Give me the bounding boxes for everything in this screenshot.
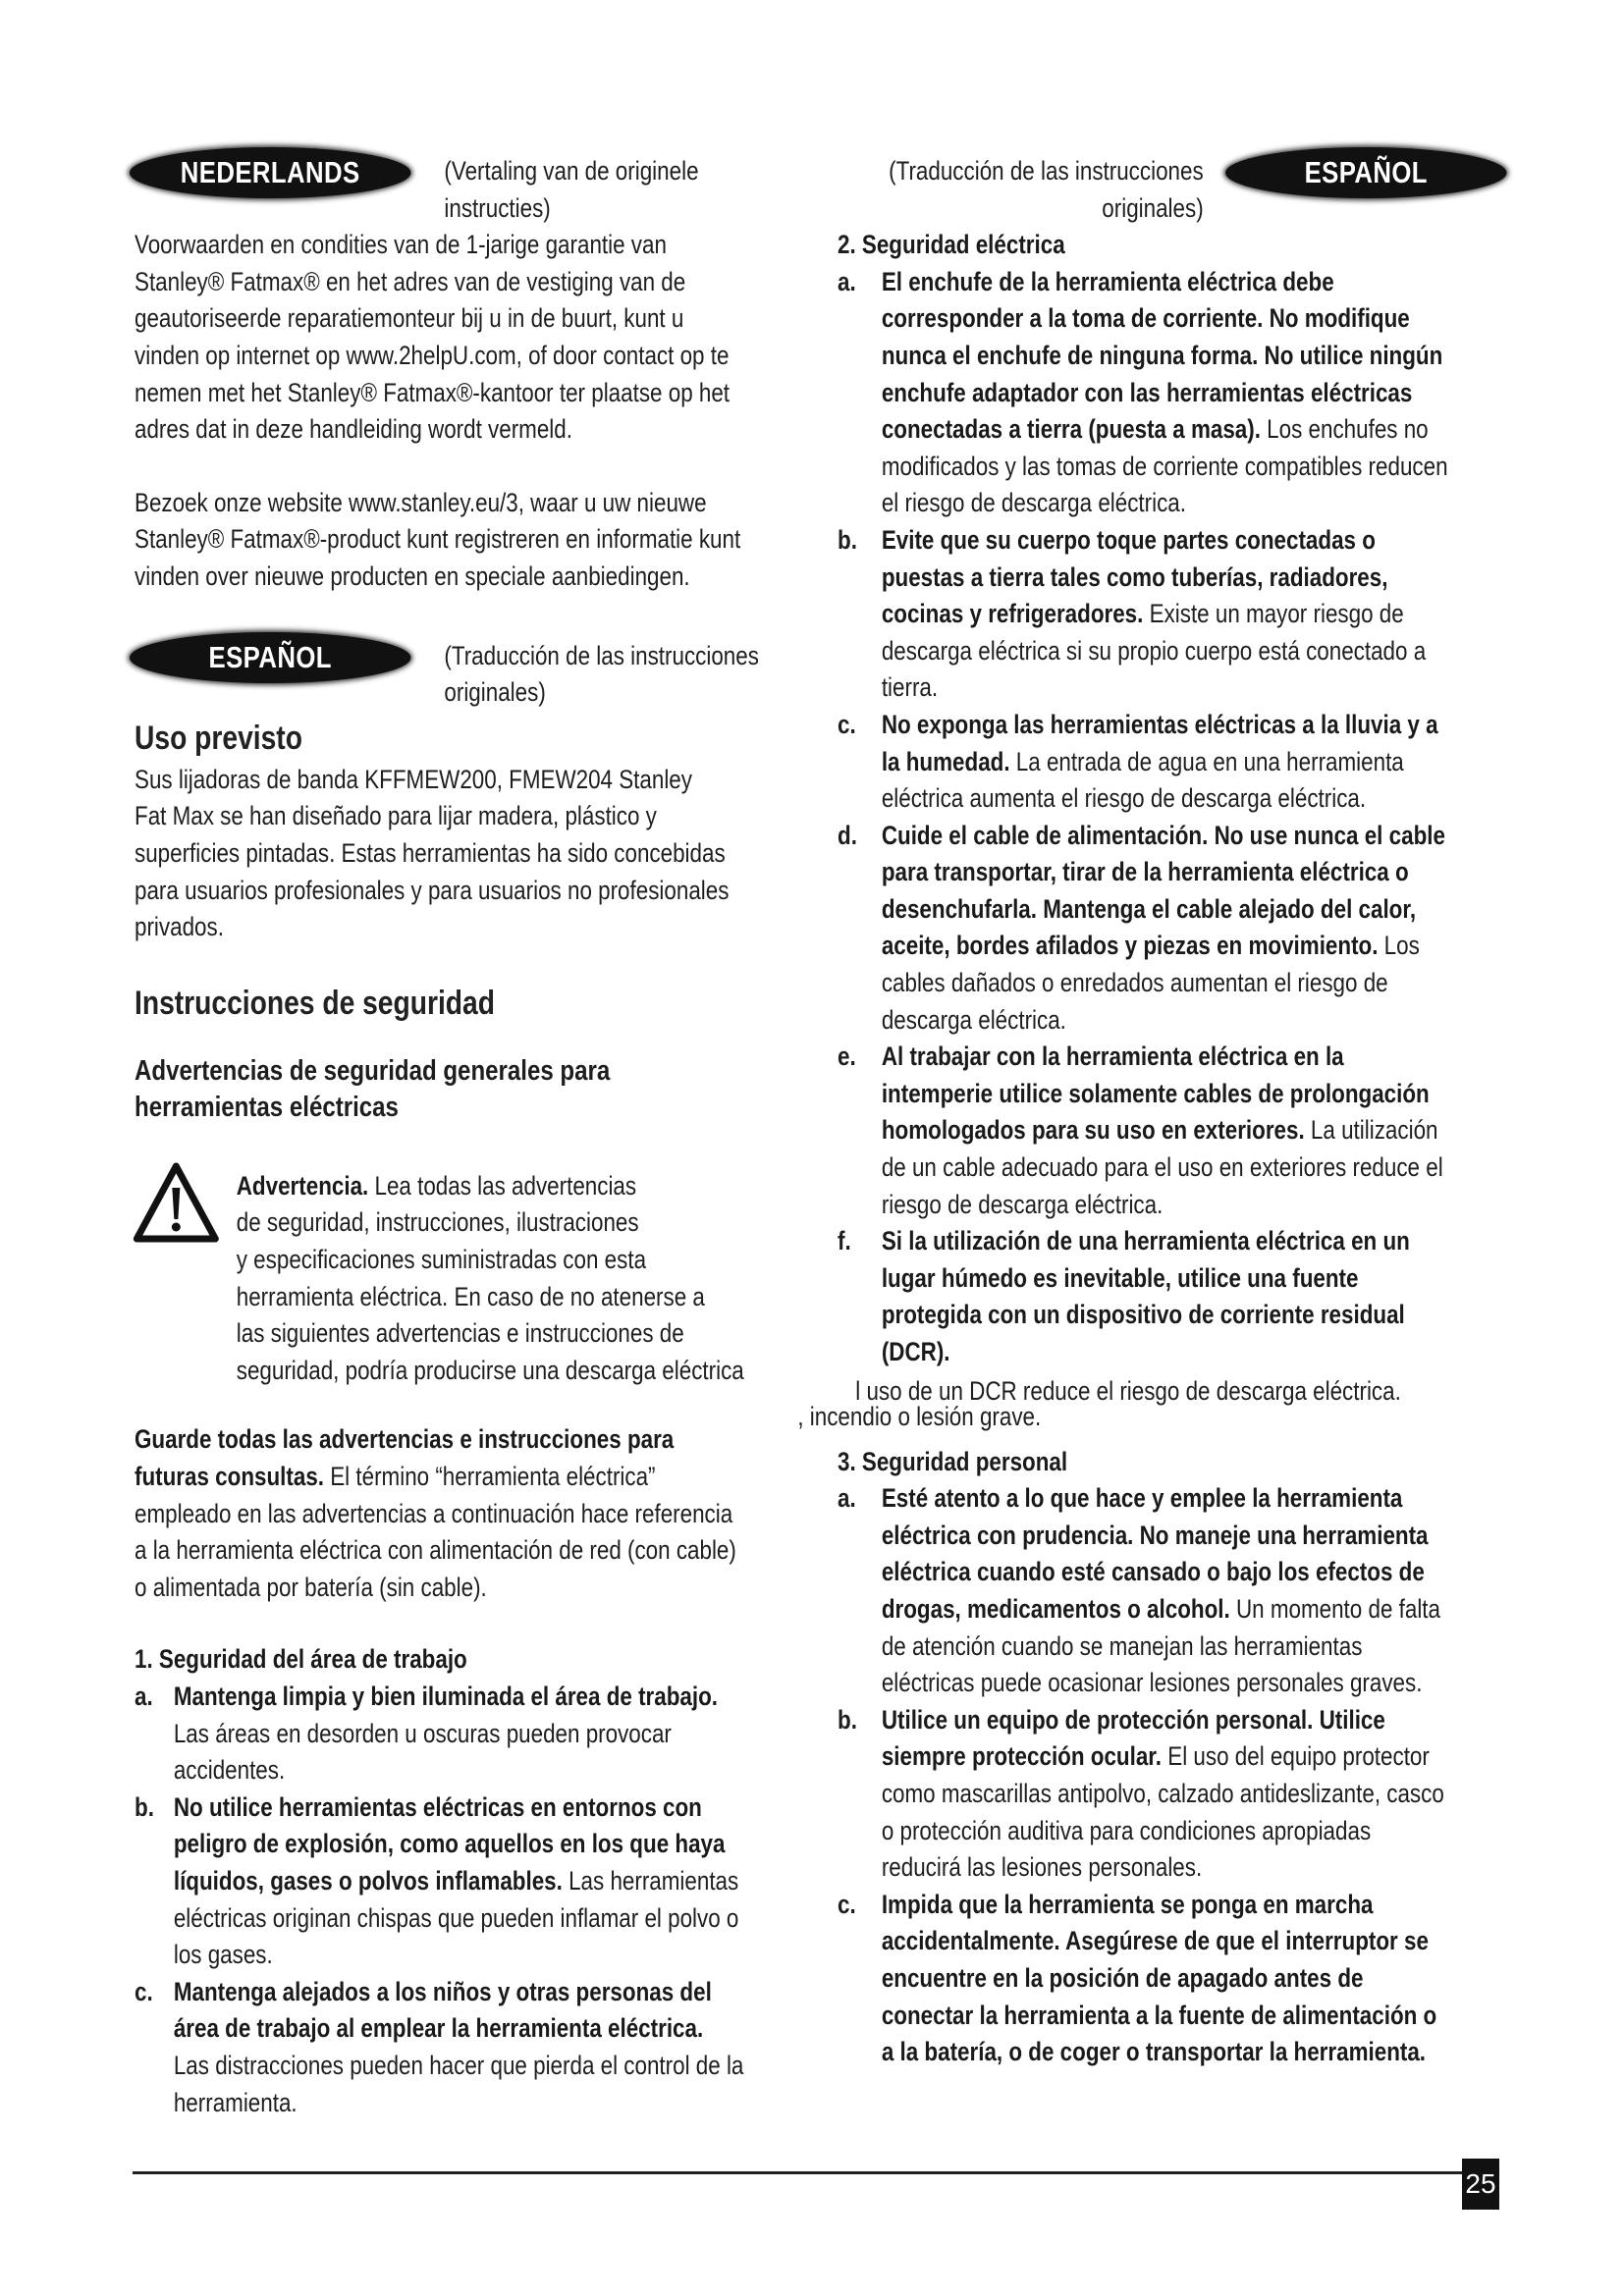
text-line — [135, 411, 803, 449]
text-line — [135, 375, 803, 412]
text-line — [838, 1297, 1506, 1334]
list-item — [838, 264, 1506, 522]
text-line — [838, 227, 1506, 264]
warning-triangle-icon — [133, 1160, 219, 1247]
list-marker: a. — [838, 266, 856, 296]
text-span: eléctricas originan chispas que pueden inflamar el polvo o — [173, 1902, 739, 1933]
bold-text: lugar húmedo es inevitable, utilice una fuente — [881, 1262, 1359, 1293]
text-line — [838, 1738, 1506, 1776]
list-marker: b. — [838, 524, 857, 555]
bold-text: encuentre en la posición de apagado antes de — [881, 1962, 1364, 1993]
text-span: Bezoek onze website www.stanley.eu/3, waar u uw nieuwe — [135, 487, 707, 517]
text-span: , incendio o lesión grave. — [797, 1401, 1042, 1431]
text-span: accidentes. — [173, 1755, 286, 1786]
text-line — [838, 633, 1506, 670]
text-span: El uso del equipo protector — [1162, 1741, 1430, 1772]
list-marker: e. — [838, 1041, 856, 1072]
text-line — [838, 560, 1506, 597]
text-line — [838, 596, 1506, 633]
text-span: modificados y las tomas de corriente compatibles reducen — [881, 451, 1448, 481]
text-span: Sus lijadoras de banda KFFMEW200, FMEW204 Stanley — [135, 764, 692, 794]
text-line — [237, 1168, 803, 1205]
bold-text: enchufe adaptador con las herramientas eléctricas — [881, 377, 1413, 407]
text-line — [135, 1421, 803, 1459]
list-item — [838, 1887, 1506, 2071]
text-span: Las herramientas — [562, 1865, 739, 1896]
list-marker: d. — [838, 820, 857, 850]
bold-text: eléctrica cuando esté cansado o bajo los efectos de — [881, 1557, 1425, 1587]
text-span: herramienta eléctrica. En caso de no atenerse a — [236, 1281, 705, 1311]
text-span: Las áreas en desorden u oscuras pueden provocar — [173, 1718, 672, 1748]
text-span: eléctricas puede ocasionar lesiones personales graves. — [881, 1668, 1423, 1698]
list-marker: c. — [838, 1889, 856, 1919]
list-item — [838, 707, 1506, 818]
text-line — [135, 1752, 803, 1789]
numbered-section — [135, 1641, 803, 1679]
text-span: superficies pintadas. Estas herramientas ha sido concebidas — [135, 837, 726, 868]
text-line — [838, 780, 1506, 818]
bold-text: siempre protección ocular. — [881, 1741, 1163, 1772]
text-span: descarga eléctrica si su propio cuerpo está conectado a — [881, 635, 1427, 666]
list-item — [838, 1039, 1506, 1223]
list-marker: 1. — [135, 1644, 153, 1675]
text-line — [838, 338, 1506, 375]
text-line — [838, 1187, 1506, 1224]
bold-text: No exponga las herramientas eléctricas a la lluvia y a — [881, 709, 1438, 739]
text-line — [838, 891, 1506, 929]
list-item — [135, 1789, 803, 1974]
text-line — [797, 1401, 1505, 1431]
bold-text: Advertencia. — [236, 1170, 369, 1201]
text-span: el riesgo de descarga eléctrica. — [881, 488, 1186, 518]
text-span: herramienta. — [173, 2087, 298, 2117]
text-line — [838, 1002, 1506, 1040]
text-span: descarga eléctrica. — [881, 1004, 1066, 1035]
text-line — [838, 449, 1506, 486]
text-span: Fat Max se han diseñado para lijar madera, plástico y — [135, 801, 657, 831]
text-span: La entrada de agua en una herramienta — [1009, 746, 1404, 776]
text-span: tierra. — [881, 672, 939, 703]
bold-text: No utilice herramientas eléctricas en entornos con — [173, 1791, 702, 1822]
bold-text: Cuide el cable de alimentación. No use nunca el cable — [881, 820, 1445, 850]
text-line — [135, 1900, 803, 1938]
text-span: l uso de un DCR reduce el riesgo de descarga eléctrica. — [855, 1375, 1401, 1406]
text-line — [838, 1260, 1506, 1298]
list-marker: 3. — [838, 1446, 856, 1476]
bold-text: conectadas a tierra (puesta a masa). — [881, 414, 1261, 445]
warning-block — [135, 1168, 803, 1390]
text-line — [838, 1149, 1506, 1187]
bold-text: eléctrica con prudencia. No maneje una herramienta — [881, 1520, 1429, 1550]
text-line — [838, 1591, 1506, 1629]
text-line — [838, 1480, 1506, 1518]
text-line — [135, 1974, 803, 2011]
bold-text: Impida que la herramienta se ponga en marcha — [881, 1889, 1374, 1919]
language-badge: ESPAÑOL — [130, 632, 410, 683]
language-badge: NEDERLANDS — [130, 147, 410, 198]
text-span: seguridad, podría producirse una descarga eléctrica — [236, 1355, 744, 1385]
text-line: instructies) — [444, 192, 551, 223]
text-line: herramientas eléctricas — [135, 1092, 399, 1124]
text-line — [838, 1849, 1506, 1887]
text-span: privados. — [135, 912, 224, 942]
text-line — [838, 1923, 1506, 1960]
language-header — [135, 638, 803, 712]
text-line — [135, 873, 803, 910]
text-line — [838, 818, 1506, 855]
list-marker: b. — [838, 1704, 857, 1735]
text-line — [135, 1716, 803, 1753]
text-span: Voorwaarden en condities van de 1-jarige garantie van — [135, 230, 667, 260]
bold-text: Al trabajar con la herramienta eléctrica en la — [881, 1041, 1344, 1072]
text-line: Instrucciones de seguridad — [135, 984, 495, 1022]
text-line — [135, 227, 803, 264]
text-span: o alimentada por batería (sin cable). — [135, 1572, 487, 1602]
text-span: geautoriseerde reparatiemonteur bij u in de buurt, kunt u — [135, 303, 684, 334]
text-line — [838, 411, 1506, 449]
text-span: a la herramienta eléctrica con alimentación de red (con cable) — [135, 1535, 736, 1566]
text-span: La utilización — [1304, 1115, 1438, 1146]
text-line: (Traducción de las instrucciones — [444, 640, 759, 670]
section-heading — [135, 983, 803, 1024]
text-span: vinden op internet op www.2helpU.com, of door contact op te — [135, 340, 730, 370]
text-line — [237, 1242, 803, 1279]
text-line — [838, 1629, 1506, 1666]
text-line — [838, 522, 1506, 560]
text-line — [135, 1826, 803, 1863]
page-number: 25 — [1462, 2159, 1499, 2210]
bold-text: aceite, bordes afilados y piezas en movimiento. — [881, 931, 1379, 961]
bold-text: Si la utilización de una herramienta eléctrica en un — [881, 1226, 1410, 1256]
text-span: de seguridad, instrucciones, ilustraciones — [236, 1207, 639, 1238]
text-line — [237, 1204, 803, 1242]
list-item — [838, 818, 1506, 1040]
text-line — [135, 762, 803, 799]
bold-text: Evite que su cuerpo toque partes conectadas o — [881, 524, 1376, 555]
list-item — [838, 1702, 1506, 1887]
list-marker: b. — [135, 1791, 154, 1822]
bold-text: Utilice un equipo de protección personal. Utilice — [881, 1704, 1385, 1735]
text-line — [838, 264, 1506, 301]
numbered-section — [838, 1444, 1506, 1481]
footer-divider — [133, 2171, 1462, 2174]
text-line: Uso previsto — [135, 719, 302, 757]
text-line — [838, 2034, 1506, 2071]
text-line — [838, 928, 1506, 965]
text-span: Stanley® Fatmax®-product kunt registreren en informatie kunt — [135, 524, 741, 555]
text-line — [135, 264, 803, 301]
bold-text: drogas, medicamentos o alcohol. — [881, 1593, 1230, 1624]
text-line — [838, 1518, 1506, 1555]
text-span: o protección auditiva para condiciones apropiadas — [881, 1815, 1372, 1845]
text-line — [838, 485, 1506, 522]
bold-text: para transportar, tirar de la herramienta eléctrica o — [881, 857, 1409, 887]
text-line: originales) — [1102, 192, 1204, 223]
text-span: de un cable adecuado para el uso en exteriores reduce el — [881, 1152, 1443, 1183]
text-line — [838, 1887, 1506, 1924]
translation-note — [889, 153, 1204, 227]
text-line — [135, 300, 803, 338]
text-span: para usuarios profesionales y para usuarios no profesionales — [135, 875, 730, 905]
bold-text: líquidos, gases o polvos inflamables. — [173, 1865, 563, 1896]
text-line — [838, 1960, 1506, 1998]
text-line — [838, 375, 1506, 412]
bold-text: la humedad. — [881, 746, 1010, 776]
bold-text: accidentalmente. Asegúrese de que el interruptor se — [881, 1926, 1429, 1956]
bold-text: Seguridad del área de trabajo — [158, 1644, 467, 1675]
text-span: Stanley® Fatmax® en het adres van de vestiging van de — [135, 266, 686, 296]
bold-text: Esté atento a lo que hace y emplee la herramienta — [881, 1483, 1403, 1514]
list-marker: a. — [838, 1483, 856, 1514]
text-span: reducirá las lesiones personales. — [881, 1852, 1203, 1883]
text-line: originales) — [444, 677, 546, 708]
text-line — [135, 1937, 803, 1974]
text-line — [135, 798, 803, 835]
text-line — [135, 2010, 803, 2048]
text-line — [838, 854, 1506, 891]
list-item — [838, 1223, 1506, 1370]
text-line — [838, 1223, 1506, 1260]
list-item — [135, 1679, 803, 1789]
numbered-section — [838, 227, 1506, 264]
text-line — [838, 1334, 1506, 1371]
text-span: empleado en las advertencias a continuación hace referencia — [135, 1498, 733, 1528]
bold-text: Mantenga limpia y bien iluminada el área de trabajo. — [173, 1682, 719, 1711]
text-line — [135, 338, 803, 375]
bold-text: desenchufarla. Mantenga el cable alejado del calor, — [881, 893, 1417, 924]
text-span: Las distracciones pueden hacer que pierda el control de la — [173, 2050, 744, 2080]
text-span: Lea todas las advertencias — [368, 1170, 637, 1201]
text-span: los gases. — [173, 1940, 273, 1970]
text-line — [135, 1570, 803, 1607]
text-line: (Traducción de las instrucciones — [889, 156, 1204, 186]
left-column — [135, 153, 803, 2121]
language-badge: ESPAÑOL — [1225, 147, 1506, 198]
text-line — [838, 707, 1506, 744]
text-line — [135, 2085, 803, 2122]
text-line — [135, 909, 803, 946]
text-line — [838, 1813, 1506, 1850]
bold-text: homologados para su uso en exteriores. — [881, 1115, 1305, 1146]
text-line — [838, 1998, 1506, 2035]
paragraph — [135, 762, 803, 946]
text-line — [838, 1112, 1506, 1149]
bold-text: (DCR). — [881, 1337, 950, 1366]
text-line — [135, 1863, 803, 1900]
bold-text: intemperie utilice solamente cables de prolongación — [881, 1078, 1430, 1108]
text-line — [838, 744, 1506, 781]
bold-text: Mantenga alejados a los niños y otras personas del — [173, 1976, 712, 2006]
text-line — [135, 485, 803, 522]
text-line — [237, 1279, 803, 1316]
text-line — [838, 1444, 1506, 1481]
text-line — [135, 1496, 803, 1533]
bold-text: a la batería, o de coger o transportar la herramienta. — [881, 2037, 1427, 2067]
bold-text: conectar la herramienta a la fuente de alimentación o — [881, 2000, 1437, 2030]
bold-text: nunca el enchufe de ninguna forma. No utilice ningún — [881, 340, 1443, 370]
text-line: Advertencias de seguridad generales para — [135, 1054, 611, 1087]
text-line — [135, 2048, 803, 2085]
text-span: nemen met het Stanley® Fatmax®-kantoor ter plaatse op het — [135, 377, 731, 407]
text-line — [838, 669, 1506, 707]
bold-text: Seguridad eléctrica — [861, 230, 1065, 260]
list-item — [838, 522, 1506, 707]
text-span: cables dañados o enredados aumentan el riesgo de — [881, 968, 1388, 998]
text-line — [135, 1679, 803, 1716]
text-line — [135, 521, 803, 559]
text-span: y especificaciones suministradas con esta — [236, 1245, 647, 1275]
language-header — [135, 153, 803, 227]
paragraph — [135, 227, 803, 449]
text-span: de atención cuando se manejan las herramientas — [881, 1630, 1363, 1661]
bold-text: puestas a tierra tales como tuberías, radiadores, — [881, 561, 1388, 592]
list-marker: 2. — [838, 230, 856, 260]
text-span: Un momento de falta — [1229, 1593, 1440, 1624]
text-line — [838, 1039, 1506, 1076]
paragraph — [135, 1421, 803, 1606]
text-span: eléctrica aumenta el riesgo de descarga eléctrica. — [881, 783, 1367, 814]
text-line — [135, 835, 803, 873]
text-span: El término “herramienta eléctrica” — [324, 1462, 656, 1492]
text-line — [135, 1532, 803, 1570]
text-line — [135, 559, 803, 596]
stray-text — [797, 1375, 1506, 1431]
text-line — [838, 1554, 1506, 1591]
right-column — [797, 153, 1506, 2071]
language-header — [838, 153, 1506, 227]
bold-text: futuras consultas. — [135, 1462, 325, 1492]
list-item — [838, 1480, 1506, 1702]
list-marker: c. — [838, 709, 856, 739]
text-line — [838, 1076, 1506, 1113]
text-span: Existe un mayor riesgo de — [1143, 599, 1404, 629]
text-line — [838, 300, 1506, 338]
text-line — [237, 1353, 803, 1390]
text-line: (Vertaling van de originele — [444, 156, 699, 186]
bold-text: El enchufe de la herramienta eléctrica debe — [881, 266, 1334, 296]
bold-text: Guarde todas las advertencias e instrucciones para — [135, 1424, 675, 1455]
bold-text: área de trabajo al emplear la herramienta eléctrica. — [173, 2013, 704, 2044]
bold-text: cocinas y refrigeradores. — [881, 599, 1144, 629]
text-span: las siguientes advertencias e instrucciones de — [236, 1318, 684, 1349]
list-marker: c. — [135, 1976, 153, 2006]
text-line — [135, 1789, 803, 1827]
bold-text: Seguridad personal — [861, 1446, 1068, 1476]
section-heading — [135, 1053, 803, 1127]
translation-note — [444, 153, 698, 227]
list-item — [135, 1974, 803, 2121]
text-line — [838, 1665, 1506, 1702]
text-line — [838, 965, 1506, 1002]
text-span: Los — [1378, 931, 1420, 961]
text-span: como mascarillas antipolvo, calzado antideslizante, casco — [881, 1778, 1444, 1808]
text-line — [135, 1459, 803, 1496]
text-span: adres dat in deze handleiding wordt vermeld. — [135, 414, 572, 445]
text-line — [838, 1375, 1506, 1406]
text-line — [838, 1776, 1506, 1813]
translation-note — [444, 638, 759, 712]
text-span: Los enchufes no — [1260, 414, 1429, 445]
text-span: riesgo de descarga eléctrica. — [881, 1189, 1164, 1219]
text-line — [838, 1702, 1506, 1739]
bold-text: protegida con un dispositivo de corriente residual — [881, 1300, 1405, 1330]
bold-text: peligro de explosión, como aquellos en los que haya — [173, 1829, 726, 1859]
bold-text: corresponder a la toma de corriente. No modifique — [881, 303, 1410, 334]
text-line — [237, 1315, 803, 1353]
list-marker: f. — [838, 1226, 851, 1256]
list-marker: a. — [135, 1682, 153, 1711]
text-span: vinden over nieuwe producten en speciale aanbiedingen. — [135, 561, 690, 591]
paragraph — [135, 485, 803, 596]
section-heading — [135, 718, 803, 759]
text-line — [135, 1641, 803, 1679]
